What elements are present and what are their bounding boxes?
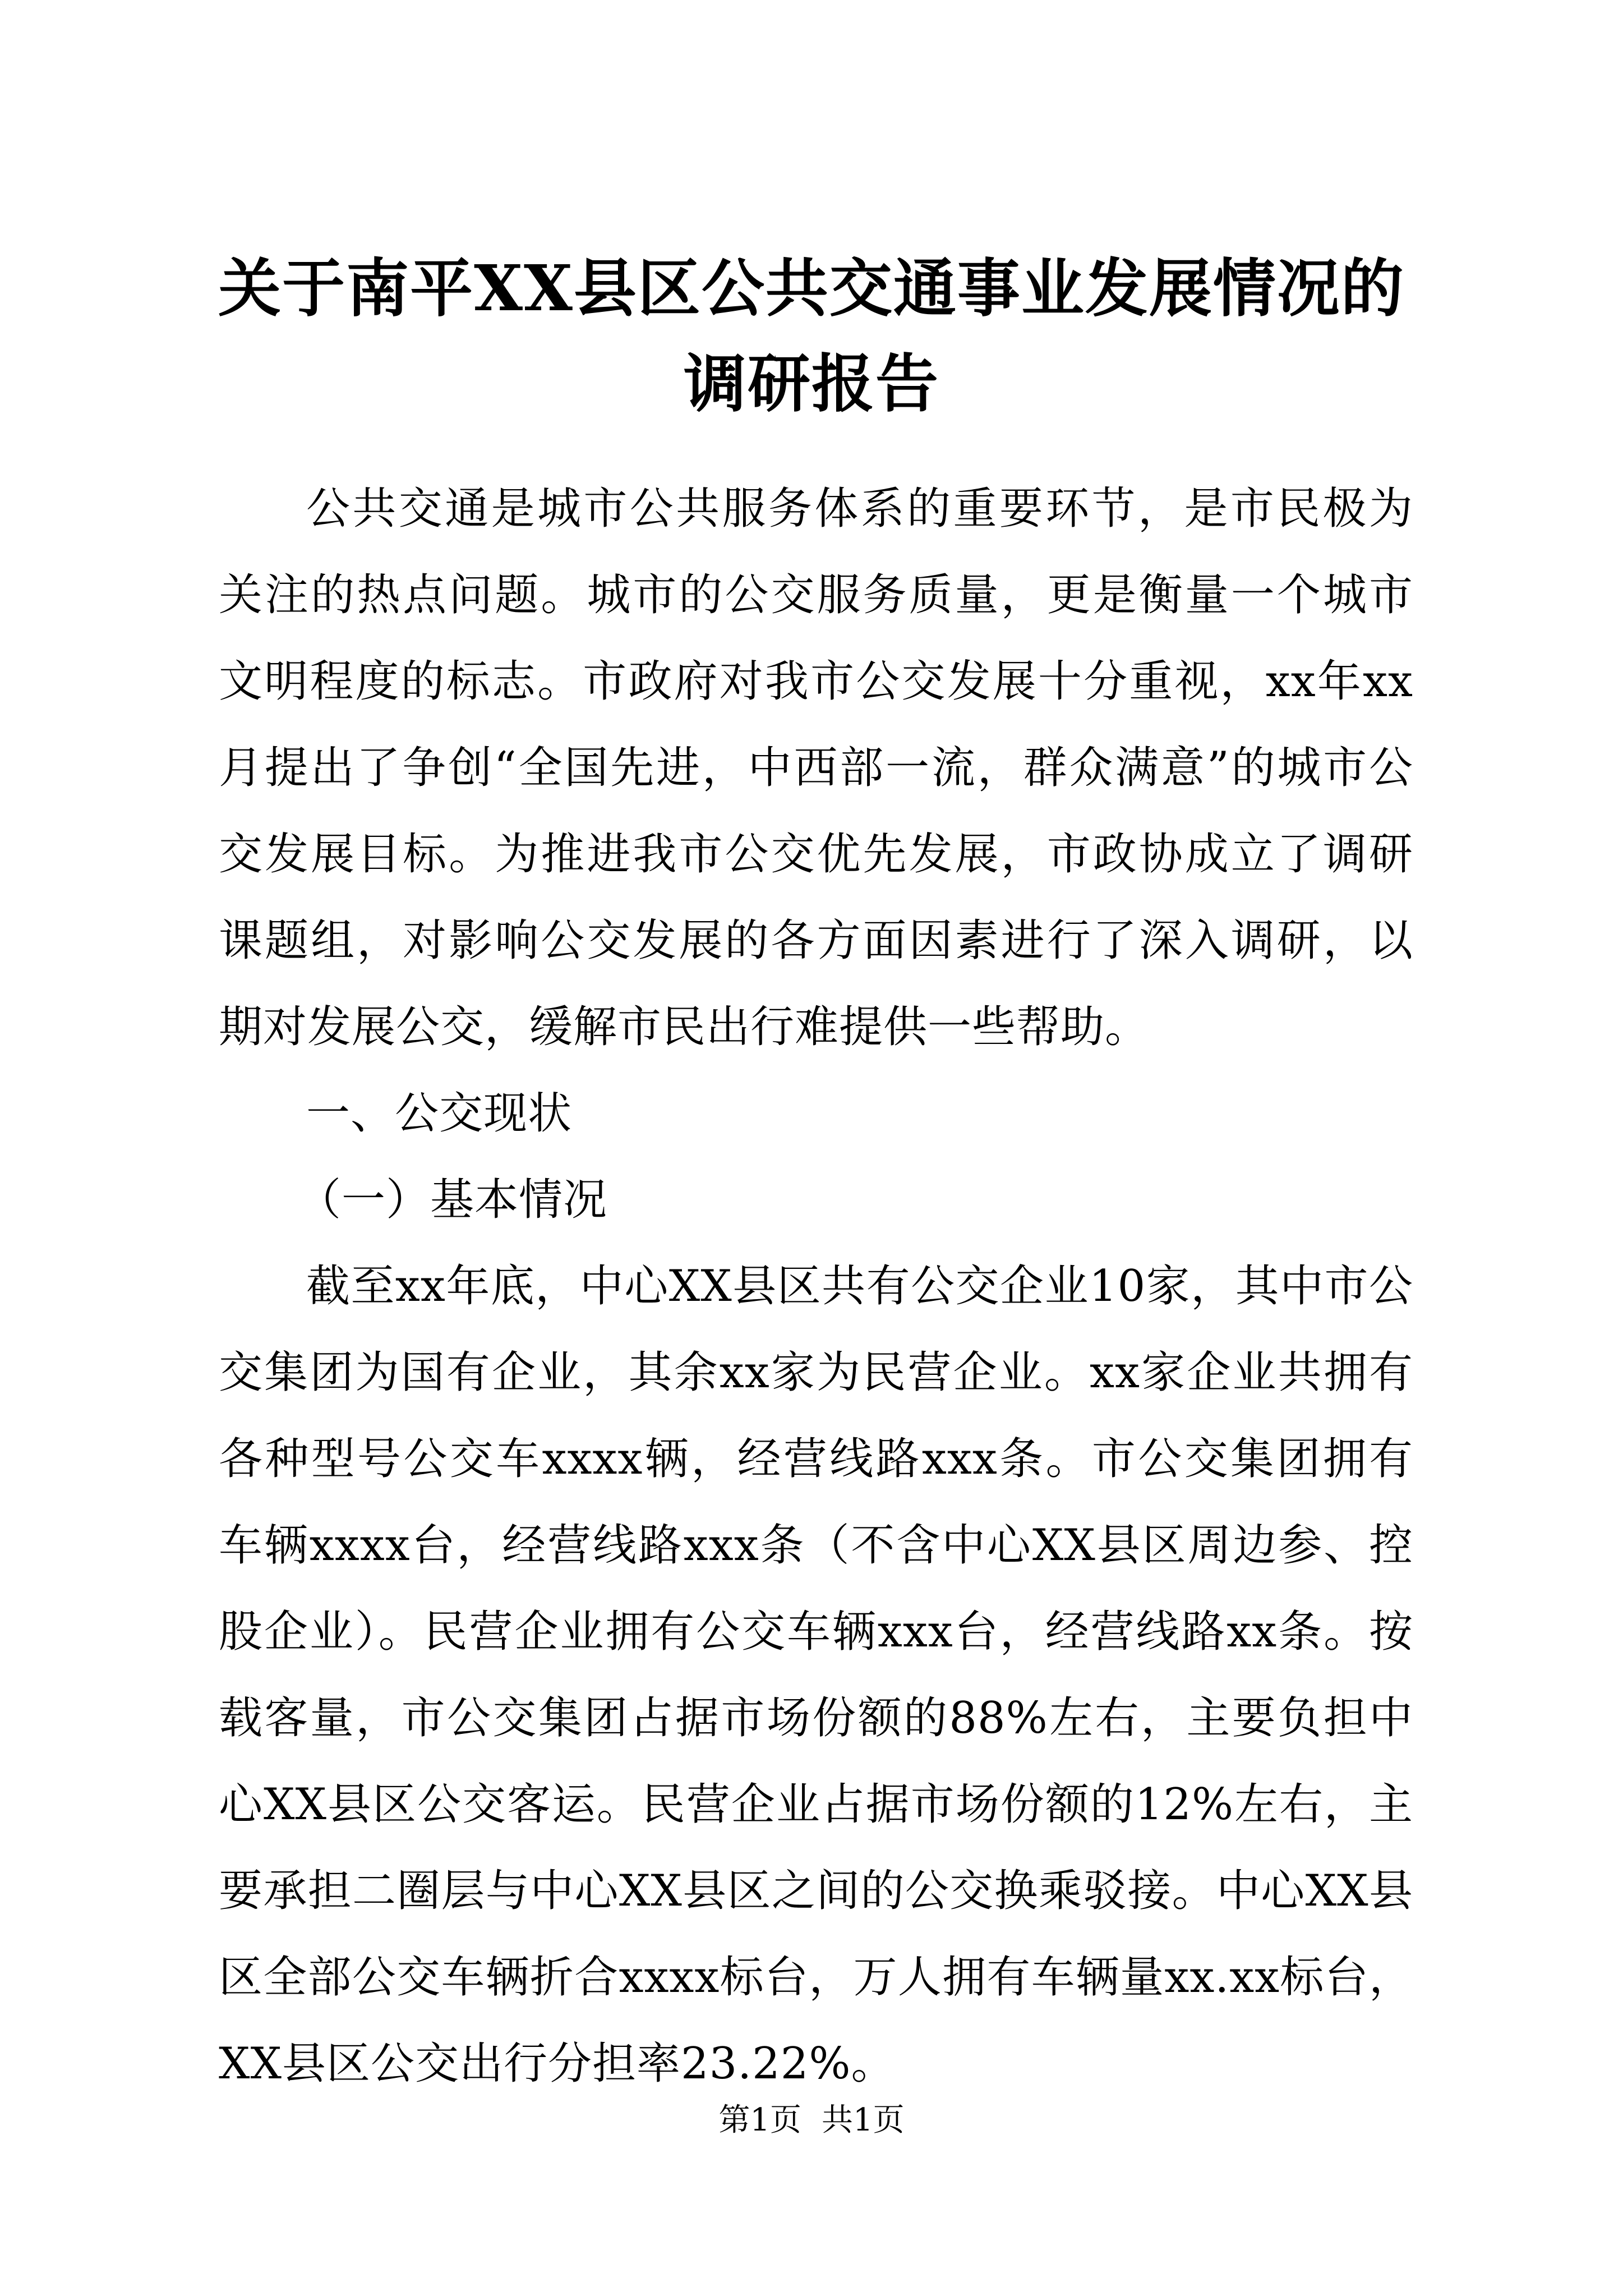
page-number: 第1页 (718, 2102, 801, 2138)
basic-situation-paragraph: 截至xx年底，中心XX县区共有公交企业10家，其中市公交集团为国有企业，其余xx家为民营企业。xx家企业共拥有各种型号公交车xxxx辆，经营线路xxx条。市公交集团拥有车辆xxxx台，经营线路xxx条（不含中心XX县区周边参、控股企业）。民营企业拥有公交车辆xxx台，经营线路xx条。按载客量，市公交集团占据市场份额的88%左右，主要负担中心XX县区公交客运。民营企业占据市场份额的12%左右，主要承担二圈层与中心XX县区之间的公交换乘驳接。中心XX县区全部公交车辆折合xxxx标台，万人拥有车辆量xx.xx标台，XX县区公交出行分担率23.22%。 (219, 1261, 1413, 2089)
section-heading: 一、公交现状 (306, 1088, 573, 1139)
intro-paragraph: 公共交通是城市公共服务体系的重要环节，是市民极为关注的热点问题。城市的公交服务质量，更是衡量一个城市文明程度的标志。市政府对我市公交发展十分重视，xx年xx月提出了争创“全国先进，中西部一流，群众满意”的城市公交发展目标。为推进我市公交优先发展，市政协成立了调研课题组，对影响公交发展的各方面因素进行了深入调研，以期对发展公交，缓解市民出行难提供一些帮助。 (219, 484, 1413, 1052)
subsection-heading: （一）基本情况 (297, 1175, 608, 1225)
page-footer (0, 2098, 1623, 2143)
document-body (219, 466, 1413, 2107)
page-total: 共1页 (822, 2102, 905, 2138)
document-title: 关于南平XX县区公共交通事业发展情况的调研报告 (218, 252, 1405, 421)
